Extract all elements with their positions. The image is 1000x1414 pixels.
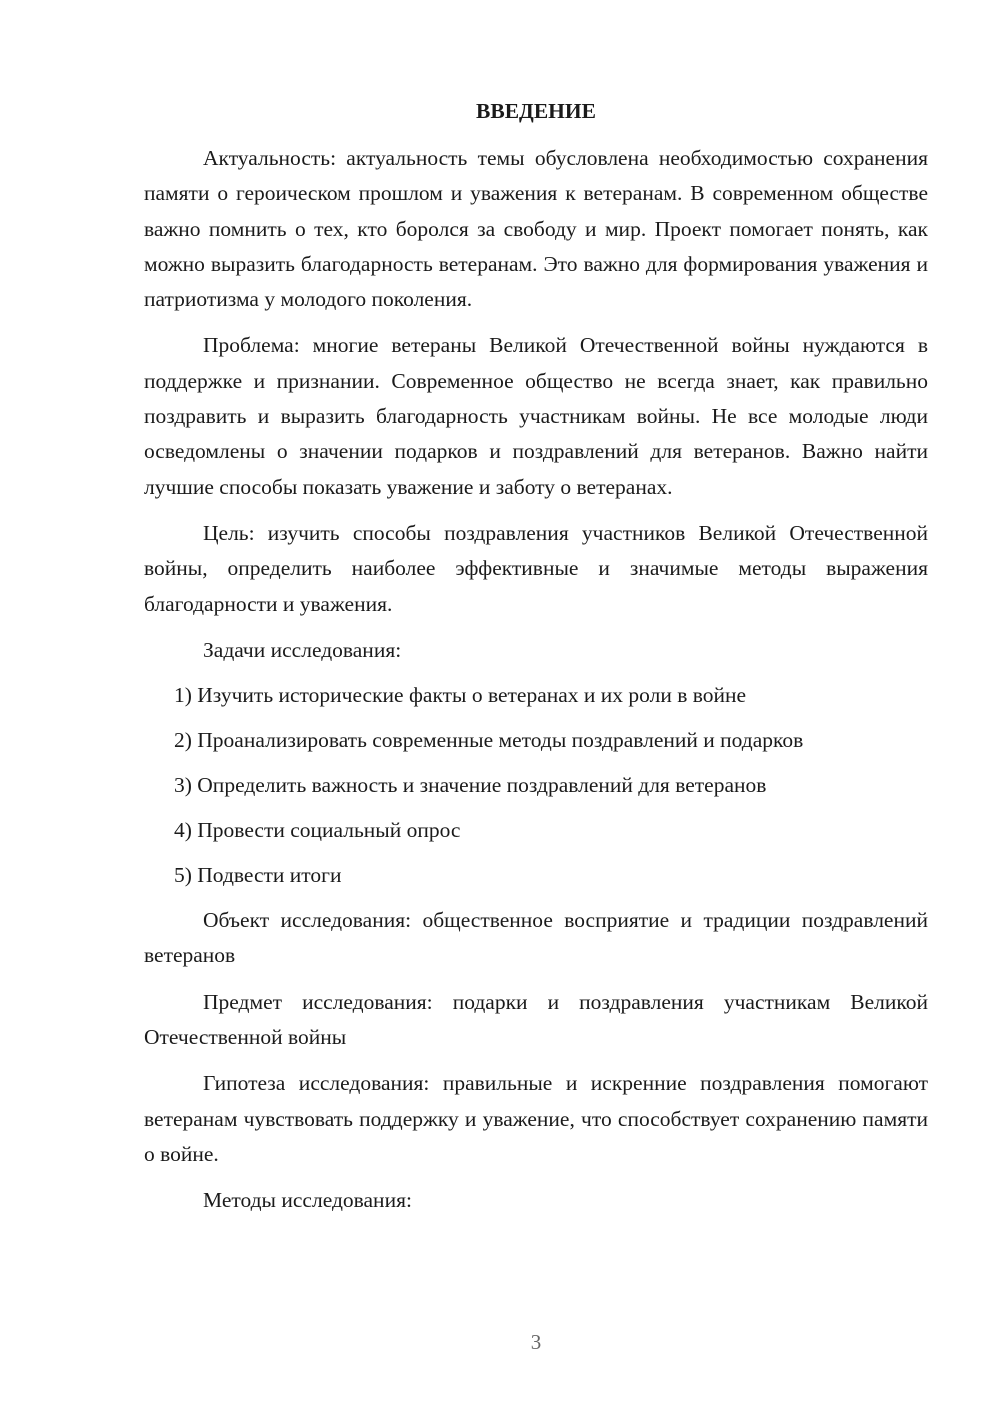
relevance-paragraph: Актуальность: актуальность темы обусловлена необходимостью сохранения памяти о героическом прошлом и уважения к ветеранам. В современном обществе важно помнить о тех, кто боролся за свободу и мир. Проект помогает понять, как можно выразить благодарность ветеранам. Это важно для формирования уважения и патриотизма у молодого поколения. xyxy=(144,146,928,312)
document-page xyxy=(144,94,928,1228)
list-item: 5) Подвести итоги xyxy=(174,863,342,888)
page-number: 3 xyxy=(530,1330,542,1354)
methods-heading: Методы исследования: xyxy=(203,1188,412,1213)
problem-paragraph: Проблема: многие ветераны Великой Отечественной войны нуждаются в поддержке и признании. Современное общество не всегда знает, как правильно поздравить и выразить благодарность участникам войны. Не все молодые люди осведомлены о значении подарков и поздравлений для ветеранов. Важно найти лучшие способы показать уважение и заботу о ветеранах. xyxy=(144,333,928,499)
object-paragraph: Объект исследования: общественное восприятие и традиции поздравлений ветеранов xyxy=(144,908,928,968)
list-item: 4) Провести социальный опрос xyxy=(174,818,461,843)
list-item: 1) Изучить исторические факты о ветеранах и их роли в войне xyxy=(174,683,747,708)
section-title: ВВЕДЕНИЕ xyxy=(476,99,596,123)
tasks-list xyxy=(144,678,928,893)
list-item: 3) Определить важность и значение поздравлений для ветеранов xyxy=(174,773,767,798)
goal-paragraph: Цель: изучить способы поздравления участников Великой Отечественной войны, определить наиболее эффективные и значимые методы выражения благодарности и уважения. xyxy=(144,520,928,616)
list-item: 2) Проанализировать современные методы поздравлений и подарков xyxy=(174,728,804,753)
subject-paragraph: Предмет исследования: подарки и поздравления участникам Великой Отечественной войны xyxy=(144,989,928,1049)
hypothesis-paragraph: Гипотеза исследования: правильные и искренние поздравления помогают ветеранам чувствовать поддержку и уважение, что способствует сохранению памяти о войне. xyxy=(144,1071,928,1166)
tasks-heading: Задачи исследования: xyxy=(203,637,402,662)
